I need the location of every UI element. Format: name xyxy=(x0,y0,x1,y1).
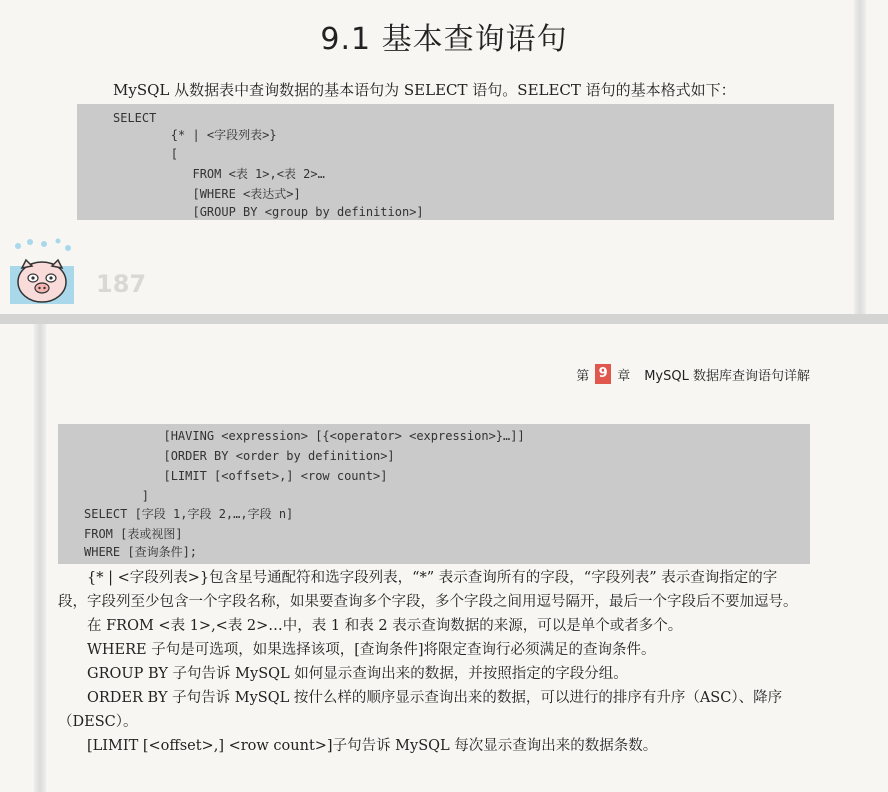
chapter-header xyxy=(576,362,810,386)
paragraph: [LIMIT [<offset>,] <row count>]子句告诉 MySQL 每次显示查询出来的数据条数。 xyxy=(87,738,658,754)
page-number: 187 xyxy=(96,270,147,298)
paragraph: {* | <字段列表>}包含星号通配符和选字段列表，“*” 表示查询所有的字段，“字段列表” 表示查询指定的字段，字段列至少包含一个字段名称，如果要查询多个字段，多个字段之间用逗号隔开，最后一个字段后不要加逗号。 xyxy=(58,570,798,610)
code-line: ] xyxy=(84,489,150,503)
code-line: FROM [表或视图] xyxy=(84,527,183,541)
pig-mascot-icon xyxy=(10,238,74,304)
code-line: FROM <表 1>,<表 2>… xyxy=(113,167,325,181)
paragraph: ORDER BY 子句告诉 MySQL 按什么样的顺序显示查询出来的数据，可以进行的排序有升序（ASC）、降序（DESC）。 xyxy=(58,690,783,730)
bottom-page xyxy=(0,324,888,792)
book-spine-shadow xyxy=(34,324,46,792)
code-line: [ xyxy=(113,147,179,161)
code-block-bottom xyxy=(58,424,810,564)
chapter-suffix: 章 xyxy=(617,368,631,384)
code-line: [HAVING <expression> [{<operator> <expression>}…]] xyxy=(84,429,525,443)
code-line: [LIMIT [<offset>,] <row count>] xyxy=(84,469,388,483)
top-page xyxy=(0,0,888,314)
explanation-text xyxy=(58,566,798,758)
chapter-title: MySQL 数据库查询语句详解 xyxy=(644,368,810,384)
code-line: SELECT xyxy=(113,111,157,125)
code-line: SELECT [字段 1,字段 2,…,字段 n] xyxy=(84,507,294,521)
section-title: 9.1 基本查询语句 xyxy=(320,22,568,57)
paragraph: 在 FROM <表 1>,<表 2>…中，表 1 和表 2 表示查询数据的来源，可以是单个或者多个。 xyxy=(87,618,683,634)
code-line: [ORDER BY <order by definition>] xyxy=(84,449,395,463)
paragraph: GROUP BY 子句告诉 MySQL 如何显示查询出来的数据，并按照指定的字段分组。 xyxy=(87,666,628,682)
code-line: [WHERE <表达式>] xyxy=(113,187,301,201)
chapter-number-badge: 9 xyxy=(595,364,611,384)
paragraph: WHERE 子句是可选项，如果选择该项，[查询条件]将限定查询行必须满足的查询条件。 xyxy=(87,642,656,658)
chapter-prefix: 第 xyxy=(576,368,590,384)
code-line: {* | <字段列表>} xyxy=(113,128,277,142)
code-line: [GROUP BY <group by definition>] xyxy=(113,205,424,219)
intro-paragraph: MySQL 从数据表中查询数据的基本语句为 SELECT 语句。SELECT 语句的基本格式如下： xyxy=(113,81,736,99)
code-line: WHERE [查询条件]; xyxy=(84,545,198,559)
code-block-top xyxy=(77,104,834,220)
